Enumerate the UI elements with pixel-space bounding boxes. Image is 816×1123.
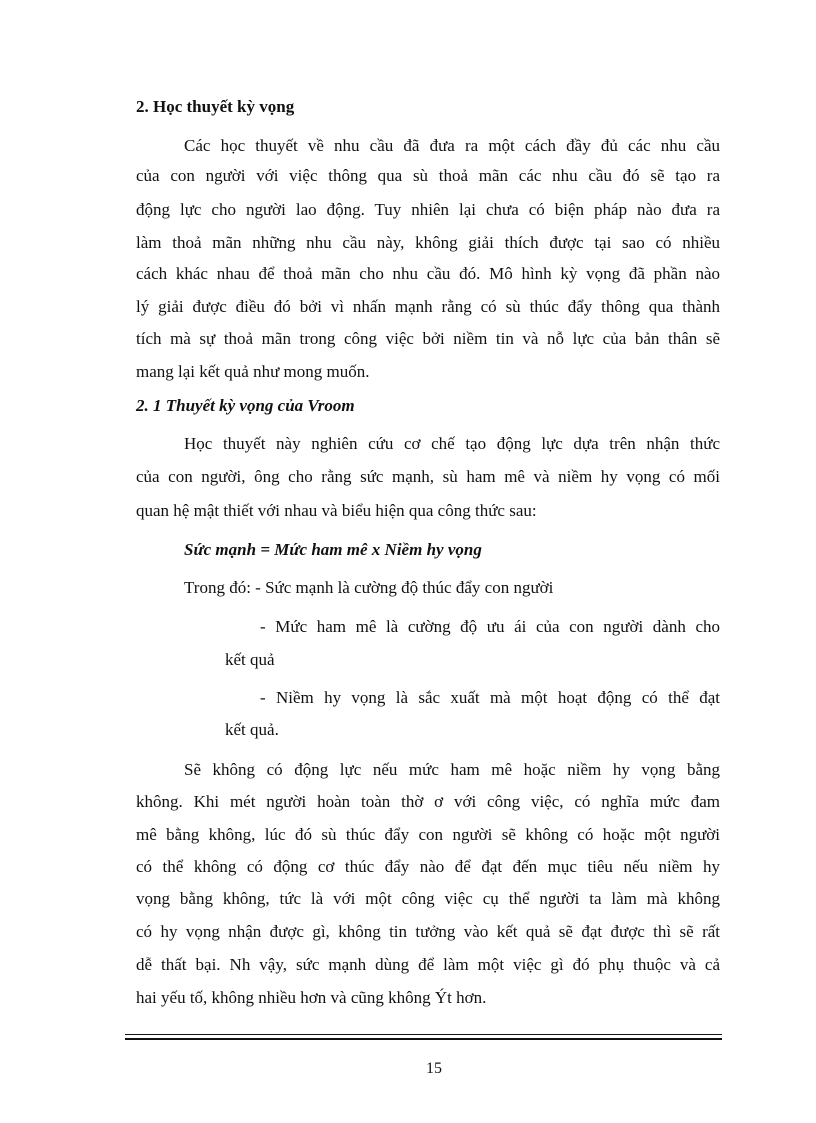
paragraph-line: mang lại kết quả như mong muốn. xyxy=(136,362,370,381)
paragraph-line: động lực cho người lao động. Tuy nhiên lại chưa có biện pháp nào đưa ra xyxy=(136,200,720,219)
definition-line: - Niềm hy vọng là sắc xuất mà một hoạt động có thể đạt xyxy=(260,688,720,707)
paragraph-line: dễ thất bại. Nh vậy, sức mạnh dùng để làm một việc gì đó phụ thuộc và cả xyxy=(136,955,720,974)
paragraph-line: cách khác nhau để thoả mãn cho nhu cầu đó. Mô hình kỳ vọng đã phần nào xyxy=(136,264,720,283)
paragraph-line: quan hệ mật thiết với nhau và biểu hiện qua công thức sau: xyxy=(136,501,537,520)
paragraph-line: tích mà sự thoả mãn trong công việc bởi niềm tin và nỗ lực của bản thân sẽ xyxy=(136,329,720,348)
footer-rule-thick xyxy=(125,1038,722,1040)
paragraph-line: của con người, ông cho rằng sức mạnh, sù ham mê và niềm hy vọng có mối xyxy=(136,467,720,486)
paragraph-line: làm thoả mãn những nhu cầu này, không giải thích được tại sao có nhiều xyxy=(136,233,720,252)
definition-line: - Mức ham mê là cường độ ưu ái của con người dành cho xyxy=(260,617,720,636)
paragraph-line: có thể không có động cơ thúc đẩy nào để đạt đến mục tiêu nếu niềm hy xyxy=(136,857,720,876)
subsection-heading: 2. 1 Thuyết kỳ vọng của Vroom xyxy=(136,396,355,415)
section-heading: 2. Học thuyết kỳ vọng xyxy=(136,97,295,116)
definition-line: Trong đó: - Sức mạnh là cường độ thúc đẩy con người xyxy=(184,578,554,597)
paragraph-line: vọng bằng không, tức là với một công việc cụ thể người ta làm mà không xyxy=(136,889,720,908)
paragraph-line: lý giải được điều đó bởi vì nhấn mạnh rằng có sù thúc đẩy thông qua thành xyxy=(136,297,720,316)
formula: Sức mạnh = Mức ham mê x Niềm hy vọng xyxy=(184,540,482,559)
paragraph-line: của con người với việc thông qua sù thoả mãn các nhu cầu đó sẽ tạo ra xyxy=(136,166,720,185)
paragraph-line: Các học thuyết về nhu cầu đã đưa ra một cách đầy đủ các nhu cầu xyxy=(184,136,720,155)
paragraph-line: không. Khi mét người hoàn toàn thờ ơ với công việc, có nghĩa mức đam xyxy=(136,792,720,811)
footer-rule-thin xyxy=(125,1034,722,1035)
paragraph-line: có hy vọng nhận được gì, không tin tưởng vào kết quả sẽ đạt được thì sẽ rất xyxy=(136,922,720,941)
paragraph-line: Sẽ không có động lực nếu mức ham mê hoặc niềm hy vọng bằng xyxy=(184,760,720,779)
paragraph-line: Học thuyết này nghiên cứu cơ chế tạo động lực dựa trên nhận thức xyxy=(184,434,720,453)
page-number: 15 xyxy=(426,1060,442,1077)
paragraph-line: mê bằng không, lúc đó sù thúc đẩy con người sẽ không có hoặc một người xyxy=(136,825,720,844)
definition-line: kết quả. xyxy=(225,720,279,739)
definition-line: kết quả xyxy=(225,650,275,669)
paragraph-line: hai yếu tố, không nhiều hơn và cũng không Ýt hơn. xyxy=(136,988,487,1007)
